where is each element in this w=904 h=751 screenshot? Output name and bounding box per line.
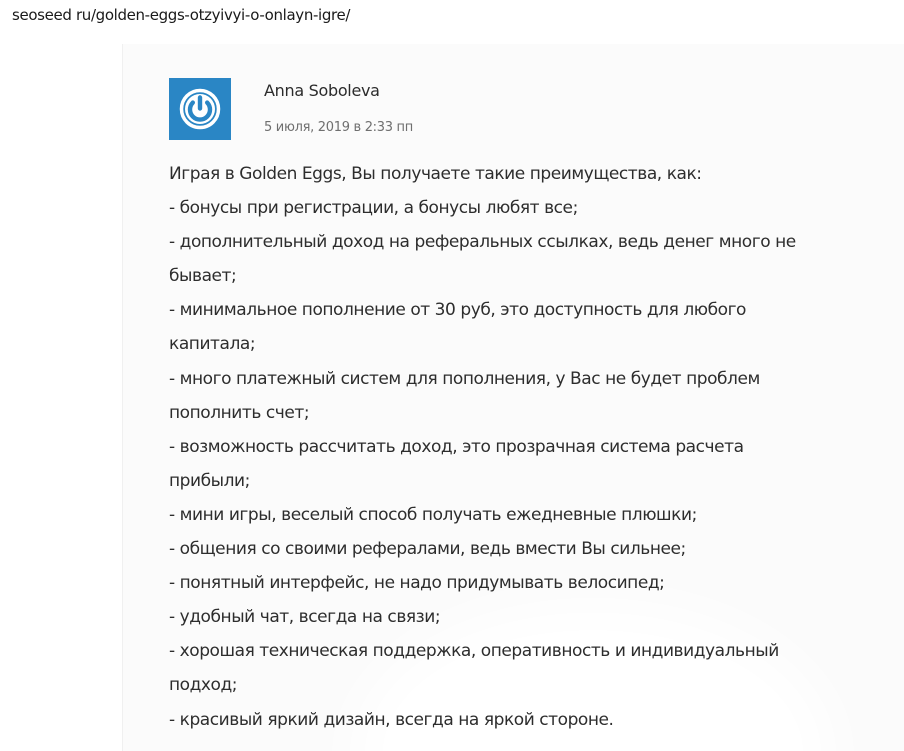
comment-body [169,157,869,737]
comment-line: - красивый яркий дизайн, всегда на яркой стороне. [169,709,614,730]
comment-line: - бонусы при регистрации, а бонусы любят все; [169,198,578,219]
comment-line: - минимальное пополнение от 30 руб, это доступность для любого [169,300,747,321]
comment-date[interactable]: 5 июля, 2019 в 2:33 пп [264,120,413,135]
comment-line: - много платежный систем для пополнения, у Вас не будет проблем [169,368,760,389]
comment-line: - мини игры, веселый способ получать ежедневные плюшки; [169,504,697,525]
comment-line: капитала; [169,334,256,355]
comment-line: прибыли; [169,470,250,491]
comment-line: - дополнительный доход на реферальных ссылках, ведь денег много не [169,232,796,253]
comment-line: подход; [169,675,238,696]
comment-line: - возможность рассчитать доход, это прозрачная система расчета [169,436,744,457]
comment-line: - общения со своими рефералами, ведь вмести Вы сильнее; [169,539,686,560]
comment-author-name[interactable]: Anna Soboleva [264,81,380,100]
comment-line: - удобный чат, всегда на связи; [169,607,441,628]
comment-line: - понятный интерфейс, не надо придумывать велосипед; [169,573,665,594]
comment-line: Играя в Golden Eggs, Вы получаете такие преимущества, как: [169,164,702,184]
avatar[interactable] [169,78,231,140]
comment-line: пополнить счет; [169,402,310,423]
page-url: seoseed ru/golden-eggs-otzyivyi-o-onlayn-igre/ [12,6,351,24]
comment-line: бывает; [169,266,237,287]
power-icon [169,78,231,140]
comment-line: - хорошая техническая поддержка, оперативность и индивидуальный [169,641,779,662]
